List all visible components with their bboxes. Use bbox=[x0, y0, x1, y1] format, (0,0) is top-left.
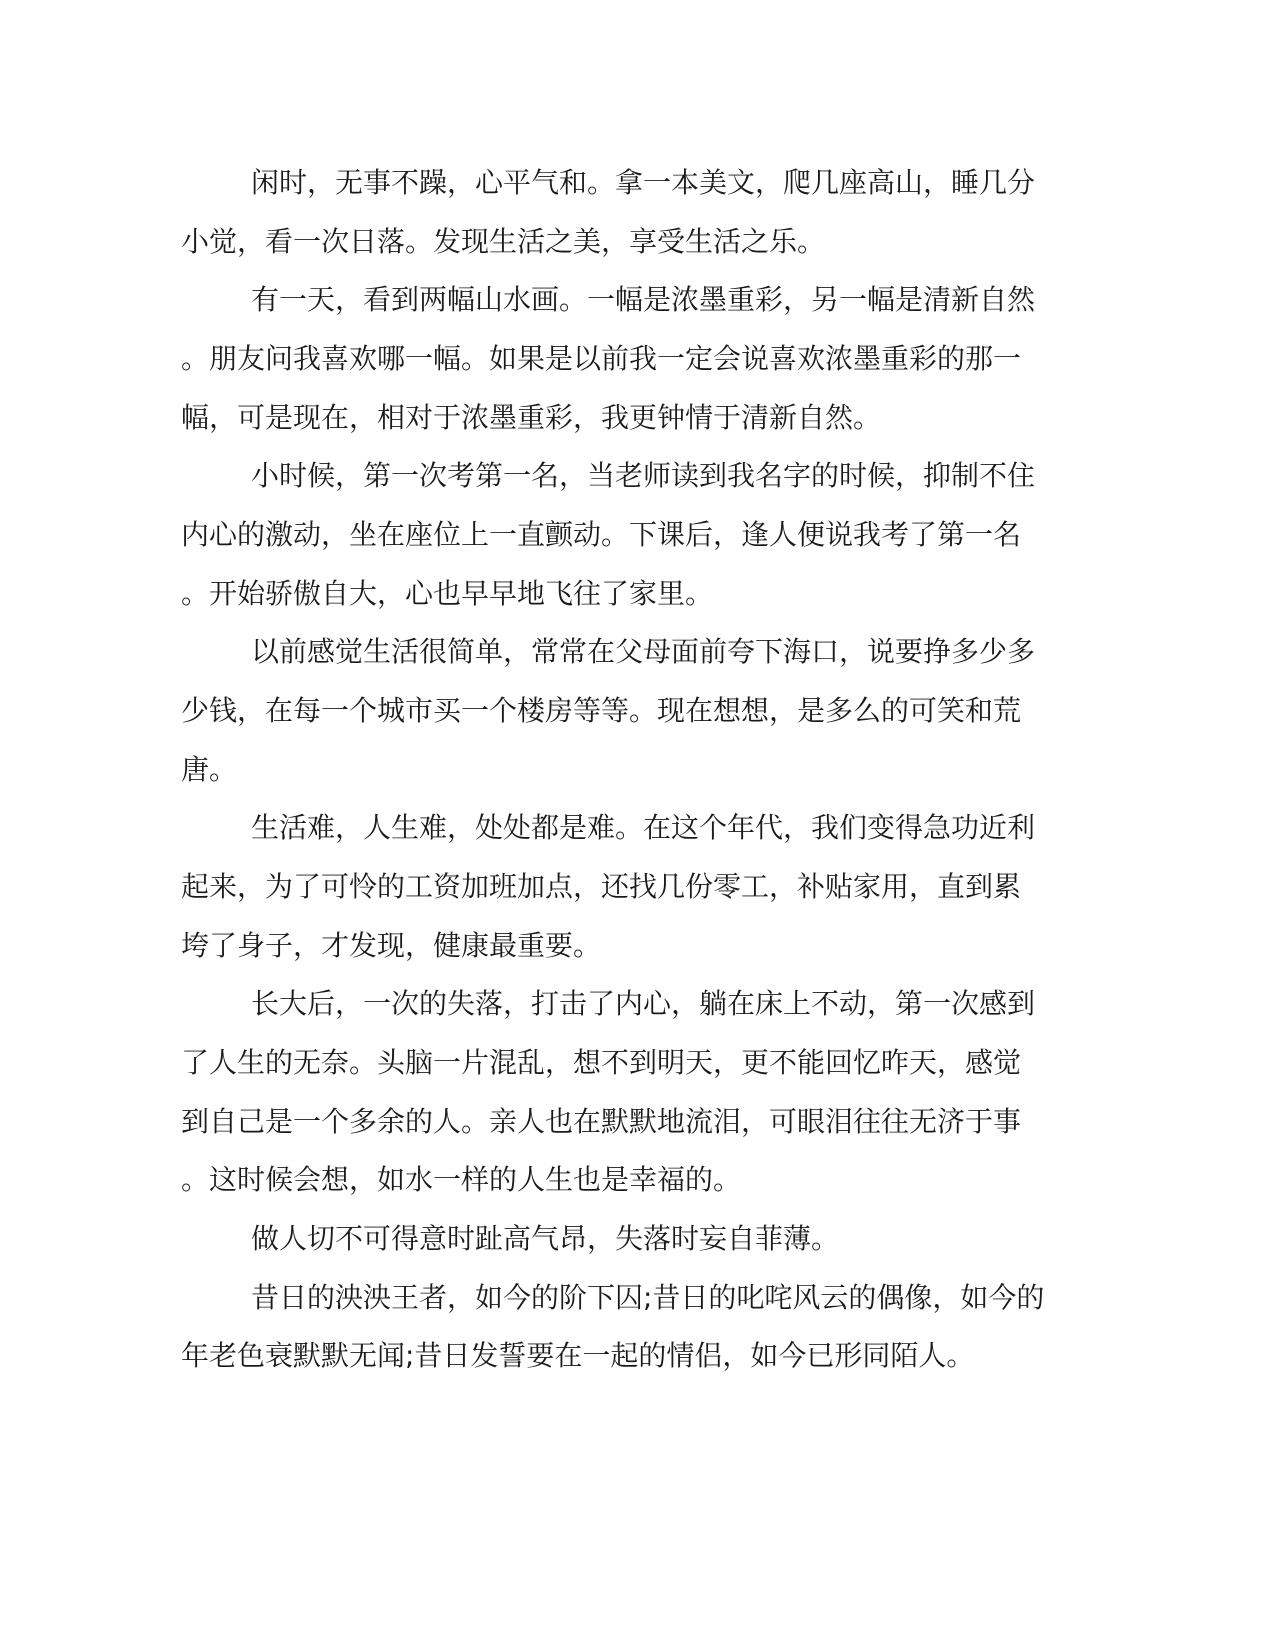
paragraph-4-line-3: 唐。 bbox=[181, 753, 238, 786]
paragraph-5-line-2: 起来，为了可怜的工资加班加点，还找几份零工，补贴家用，直到累 bbox=[181, 870, 1022, 903]
paragraph-3-line-3: 。开始骄傲自大，心也早早地飞往了家里。 bbox=[181, 577, 714, 610]
paragraph-4-line-1: 以前感觉生活很简单，常常在父母面前夸下海口，说要挣多少多 bbox=[251, 635, 1036, 668]
paragraph-3-line-1: 小时候，第一次考第一名，当老师读到我名字的时候，抑制不住 bbox=[251, 459, 1036, 492]
paragraph-8-line-1: 昔日的泱泱王者，如今的阶下囚;昔日的叱咤风云的偶像，如今的 bbox=[251, 1281, 1045, 1314]
paragraph-6-line-3: 到自己是一个多余的人。亲人也在默默地流泪，可眼泪往往无济于事 bbox=[181, 1105, 1022, 1138]
paragraph-5-line-1: 生活难，人生难，处处都是难。在这个年代，我们变得急功近利 bbox=[251, 811, 1036, 844]
paragraph-6-line-2: 了人生的无奈。头脑一片混乱，想不到明天，更不能回忆昨天，感觉 bbox=[181, 1046, 1022, 1079]
paragraph-2-line-1: 有一天，看到两幅山水画。一幅是浓墨重彩，另一幅是清新自然 bbox=[251, 283, 1036, 316]
paragraph-8-line-2: 年老色衰默默无闻;昔日发誓要在一起的情侣，如今已形同陌人。 bbox=[181, 1339, 975, 1372]
paragraph-4-line-2: 少钱，在每一个城市买一个楼房等等。现在想想，是多么的可笑和荒 bbox=[181, 694, 1022, 727]
paragraph-5-line-3: 垮了身子，才发现，健康最重要。 bbox=[181, 929, 602, 962]
paragraph-6-line-1: 长大后，一次的失落，打击了内心，躺在床上不动，第一次感到 bbox=[251, 987, 1036, 1020]
paragraph-1-line-2: 小觉，看一次日落。发现生活之美，享受生活之乐。 bbox=[181, 225, 826, 258]
paragraph-6-line-4: 。这时候会想，如水一样的人生也是幸福的。 bbox=[181, 1163, 742, 1196]
paragraph-2-line-2: 。朋友问我喜欢哪一幅。如果是以前我一定会说喜欢浓墨重彩的那一 bbox=[181, 342, 1022, 375]
paragraph-1-line-1: 闲时，无事不躁，心平气和。拿一本美文，爬几座高山，睡几分 bbox=[251, 166, 1036, 199]
paragraph-2-line-3: 幅，可是现在，相对于浓墨重彩，我更钟情于清新自然。 bbox=[181, 401, 882, 434]
paragraph-3-line-2: 内心的激动，坐在座位上一直颤动。下课后，逢人便说我考了第一名 bbox=[181, 518, 1022, 551]
paragraph-7-line-1: 做人切不可得意时趾高气昂，失落时妄自菲薄。 bbox=[251, 1222, 840, 1255]
